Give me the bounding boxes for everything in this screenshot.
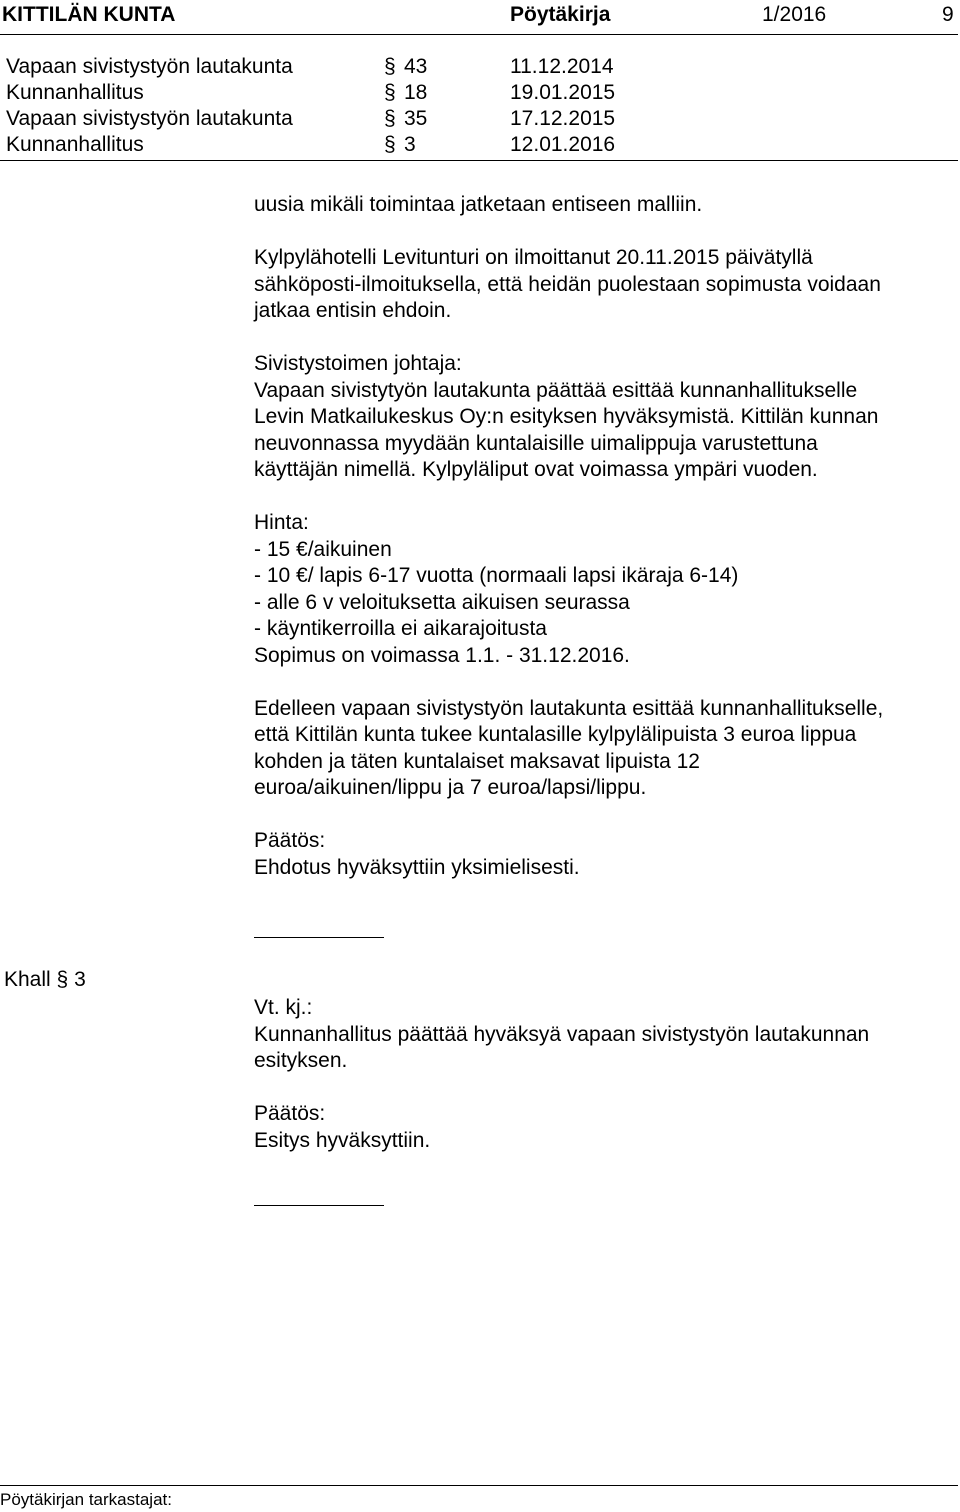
- text-line: että Kittilän kunta tukee kuntalasille kylpylälipuista 3 euroa lippua: [254, 723, 857, 746]
- text-line: Vt. kj.:: [254, 996, 313, 1019]
- decision: [254, 1101, 958, 1154]
- paragraph: [254, 351, 958, 484]
- reference-row: [0, 80, 958, 106]
- khall-number: 3: [74, 968, 86, 991]
- text-line: - 15 €/aikuinen: [254, 537, 392, 561]
- text-line: sähköposti-ilmoituksella, että heidän puolestaan sopimusta voidaan: [254, 272, 881, 296]
- reference-body: Vapaan sivistystyön lautakunta: [6, 107, 293, 130]
- text-line: Hinta:: [254, 511, 309, 534]
- khall-text: [254, 995, 958, 1154]
- section-symbol: §: [56, 968, 69, 991]
- signature-line: [254, 1205, 384, 1206]
- text-line: Sivistystoimen johtaja:: [254, 352, 462, 375]
- reference-number: 35: [404, 107, 428, 130]
- footer-divider: [0, 1485, 958, 1486]
- reference-row: [0, 106, 958, 132]
- text-line: - 10 €/ lapis 6-17 vuotta (normaali lapsi ikäraja 6-14): [254, 564, 739, 587]
- text-line: käyttäjän nimellä. Kylpyläliput ovat voimassa ympäri vuoden.: [254, 458, 818, 481]
- text-line: - alle 6 v veloituksetta aikuisen seurassa: [254, 590, 630, 614]
- reference-body: Kunnanhallitus: [6, 81, 144, 104]
- text-line: Päätös:: [254, 829, 326, 852]
- reference-date: 17.12.2015: [510, 107, 616, 130]
- section-symbol: §: [384, 55, 396, 78]
- reference-date: 19.01.2015: [510, 81, 616, 104]
- paragraph: [254, 696, 958, 802]
- text-line: Sopimus on voimassa 1.1. - 31.12.2016.: [254, 643, 630, 667]
- text-line: - käyntikerroilla ei aikarajoitusta: [254, 617, 547, 640]
- reference-body: Vapaan sivistystyön lautakunta: [6, 55, 293, 78]
- paragraph: [254, 995, 958, 1075]
- text-line: uusia mikäli toimintaa jatketaan entiseen malliin.: [254, 193, 703, 216]
- signature-line: [254, 937, 384, 938]
- section-symbol: §: [384, 81, 396, 104]
- khall-label: Khall § 3: [4, 968, 86, 991]
- main-text: [254, 192, 958, 881]
- reference-number: 43: [404, 55, 428, 78]
- price-list: [254, 510, 958, 669]
- reference-row: [0, 54, 958, 80]
- reference-number: 18: [404, 81, 428, 104]
- reference-row: [0, 132, 958, 158]
- paragraph: [254, 245, 958, 325]
- decision: [254, 828, 958, 881]
- text-line: Vapaan sivistytyön lautakunta päättää esittää kunnanhallitukselle: [254, 378, 858, 402]
- text-line: jatkaa entisin ehdoin.: [254, 299, 452, 322]
- reference-number: 3: [404, 133, 416, 156]
- text-line: neuvonnassa myydään kuntalaisille uimalippuja varustettuna: [254, 431, 818, 455]
- text-line: Esitys hyväksyttiin.: [254, 1128, 431, 1152]
- section-symbol: §: [384, 107, 396, 130]
- reference-date: 11.12.2014: [510, 55, 614, 78]
- references-divider: [0, 160, 958, 161]
- paragraph: [254, 192, 958, 219]
- issue-number: 1/2016: [762, 3, 827, 26]
- reference-body: Kunnanhallitus: [6, 133, 144, 156]
- document-type: Pöytäkirja: [510, 3, 611, 26]
- text-line: Levin Matkailukeskus Oy:n esityksen hyväksymistä. Kittilän kunnan: [254, 405, 879, 428]
- text-line: Kylpylähotelli Levitunturi on ilmoittanut 20.11.2015 päivätyllä: [254, 246, 813, 269]
- section-symbol: §: [384, 133, 396, 156]
- footer-label: Pöytäkirjan tarkastajat:: [0, 1490, 172, 1509]
- text-line: Kunnanhallitus päättää hyväksyä vapaan sivistystyön lautakunnan: [254, 1022, 870, 1046]
- text-line: euroa/aikuinen/lippu ja 7 euroa/lapsi/lippu.: [254, 776, 647, 799]
- text-line: Ehdotus hyväksyttiin yksimielisesti.: [254, 855, 580, 879]
- text-line: Edelleen vapaan sivistystyön lautakunta esittää kunnanhallitukselle,: [254, 696, 884, 720]
- text-line: esityksen.: [254, 1049, 348, 1072]
- header-divider: [0, 34, 958, 35]
- reference-date: 12.01.2016: [510, 133, 616, 156]
- organization-name: KITTILÄN KUNTA: [2, 3, 176, 26]
- text-line: kohden ja täten kuntalaiset maksavat lipuista 12: [254, 749, 700, 773]
- text-line: Päätös:: [254, 1102, 326, 1125]
- page-number: 9: [942, 3, 954, 26]
